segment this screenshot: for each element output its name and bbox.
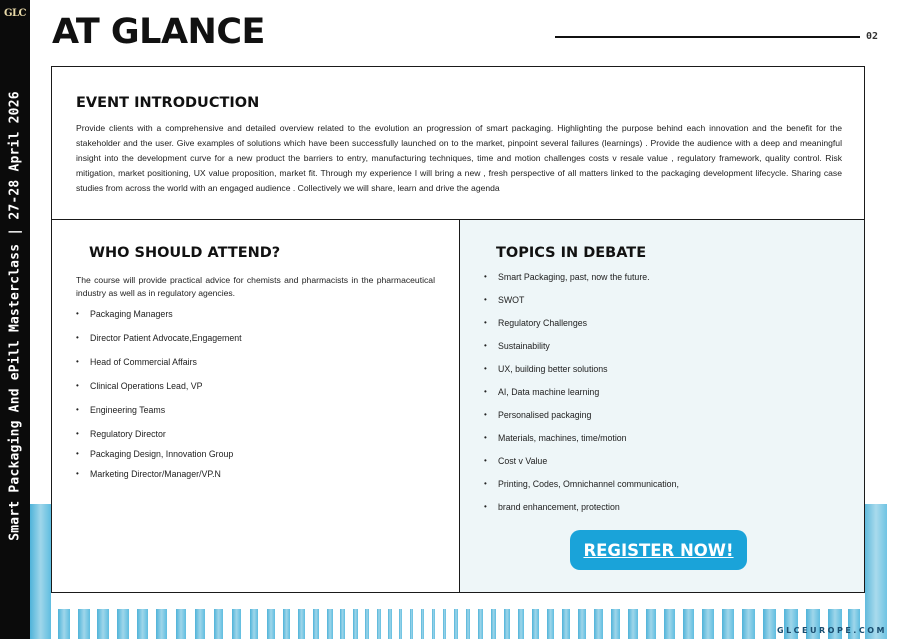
list-item: • brand enhancement, protection — [484, 501, 840, 513]
page-number: 02 — [866, 31, 879, 42]
list-item: • Printing, Codes, Omnichannel communication, — [484, 478, 840, 490]
who-should-attend-description: The course will provide practical advice for chemists and pharmacists in the pharmaceutical industry as well as in regulatory agencies. — [76, 275, 435, 298]
list-item: • Packaging Managers — [76, 308, 435, 320]
side-band — [0, 0, 30, 639]
event-side-caption: Smart Packaging And ePill Masterclass | 27-28 April 2026 — [7, 91, 23, 541]
list-item: • Cost v Value — [484, 455, 840, 467]
list-item: • AI, Data machine learning — [484, 386, 840, 398]
list-item: • Regulatory Director — [76, 428, 435, 440]
topics-in-debate-heading: TOPICS IN DEBATE — [496, 245, 647, 261]
register-now-button[interactable]: REGISTER NOW! — [570, 530, 747, 570]
list-item: • Regulatory Challenges — [484, 317, 840, 329]
website-link[interactable]: GLCEUROPE.COM — [777, 626, 887, 635]
list-item: • SWOT — [484, 294, 840, 306]
event-introduction-heading: EVENT INTRODUCTION — [76, 95, 260, 111]
topics-list — [484, 271, 840, 513]
who-should-attend-heading: WHO SHOULD ATTEND? — [89, 245, 281, 261]
list-item: • Head of Commercial Affairs — [76, 356, 435, 368]
list-item: • Clinical Operations Lead, VP — [76, 380, 435, 392]
title-divider — [555, 36, 860, 38]
list-item: • Smart Packaging, past, now the future. — [484, 271, 840, 283]
glc-logo: GLC — [3, 8, 27, 19]
list-item: • Sustainability — [484, 340, 840, 352]
event-introduction-text: Provide clients with a comprehensive and detailed overview related to the evolution an progression of smart packaging. Highlighting the purpose behind each innovation and the benefit for the stakeholder and the user. Give examples of solutions which have been successfully launched on to the market, pinpoint several failures (learnings) . Provide the audience with a deep and meaningful insight into the development curve for a new product the barriers to entry, manufacturing techniques, time and motion challenges costs v resale value , regulatory framework, quality control. Risk mitigation, market positioning, UX value proposition, market fit. Through my experience I will bring a new , fresh perspective of all matters linked to the packaging development lifecycle. Sharing case studies from across the world with an engaged audience . Collectively we will share, learn and drive the agenda — [76, 123, 842, 193]
list-item: • Packaging Design, Innovation Group — [76, 448, 435, 460]
list-item: • Engineering Teams — [76, 404, 435, 416]
page-title: AT GLANCE — [52, 12, 265, 52]
list-item: • UX, building better solutions — [484, 363, 840, 375]
overview-card — [51, 66, 865, 593]
who-should-attend-section — [52, 220, 460, 592]
attendee-list — [76, 308, 435, 480]
list-item: • Marketing Director/Manager/VP.N — [76, 468, 435, 480]
list-item: • Materials, machines, time/motion — [484, 432, 840, 444]
list-item: • Personalised packaging — [484, 409, 840, 421]
topics-in-debate-section — [460, 220, 864, 592]
list-item: • Director Patient Advocate,Engagement — [76, 332, 435, 344]
event-introduction-section — [52, 67, 864, 220]
